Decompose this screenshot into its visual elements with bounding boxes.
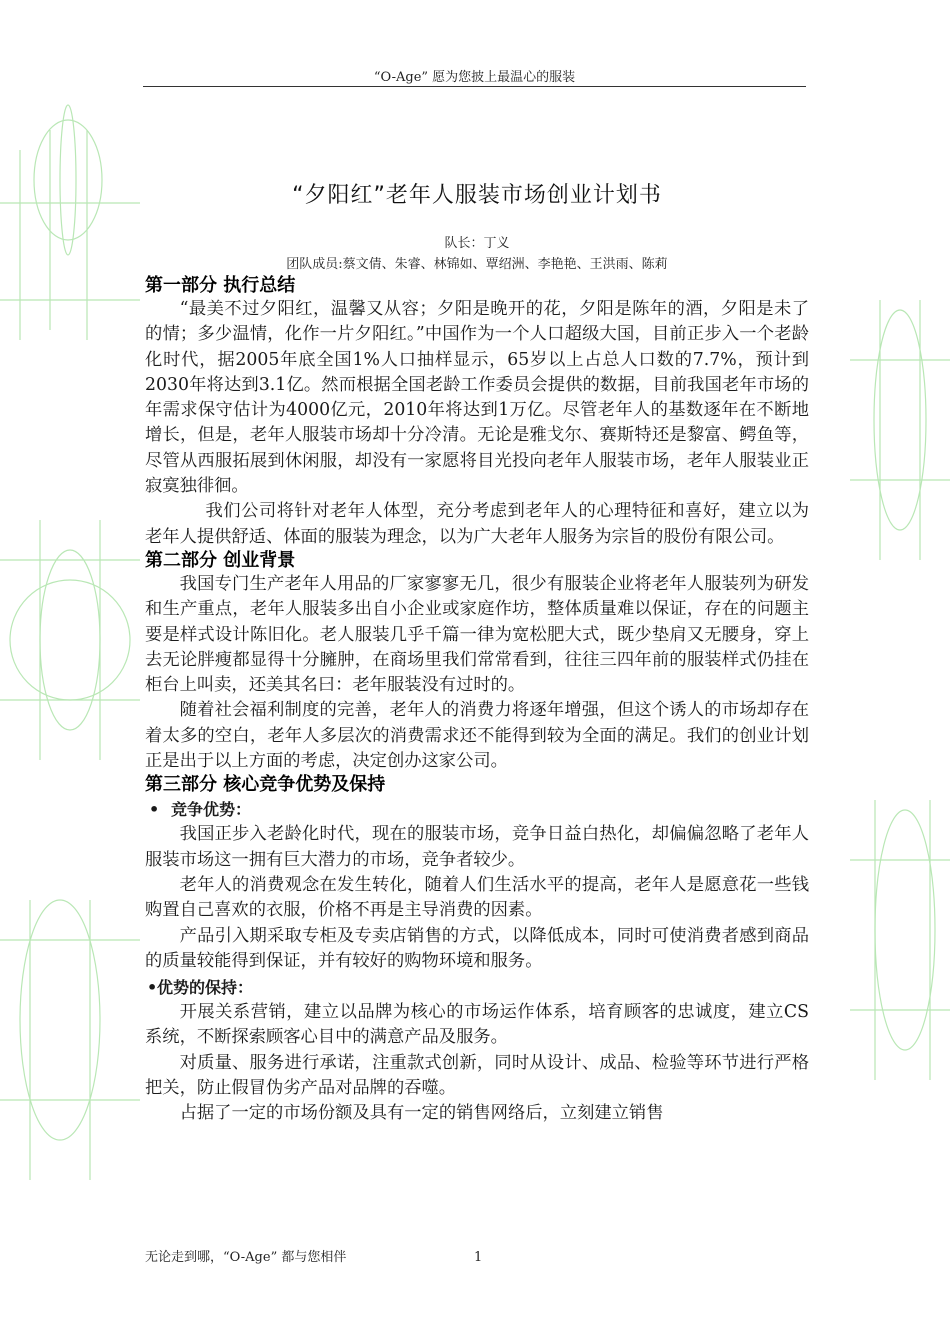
subheading-label: 优势的保持： [157,978,254,998]
page-header: “O-Age” 愿为您披上最温心的服装 [373,70,576,85]
document-title: “夕阳红”老年人服装市场创业计划书 [292,183,662,208]
section-3-paragraph-5: 对质量、服务进行承诺，注重款式创新，同时从设计、成品、检验等环节进行严格把关，防止假冒伪劣产品对品牌的吞噬。 [145,1052,809,1099]
subheading-maintain-advantage [147,976,809,1000]
subheading-label: 竞争优势： [171,800,252,820]
bullet-icon: • [147,978,158,998]
section-3-heading: 第三部分 核心竞争优势及保持 [145,774,386,796]
section-1-paragraph-1: “最美不过夕阳红，温馨又从容；夕阳是晚开的花，夕阳是陈年的酒，夕阳是未了的情；多少温情，化作一片夕阳红。”中国作为一个人口超级大国，目前正步入一个老龄化时代，据2005年底全国1%人口抽样显示，65岁以上占总人口数的7.7%，预计到2030年将达到3.1亿。然而根据全国老龄工作委员会提供的数据，目前我国老年市场的年需求保守估计为4000亿元，2010年将达到1万亿。尽管老年人的基数逐年在不断地增长，但是，老年人服装市场却十分冷清。无论是雅戈尔、赛斯特还是黎富、鳄鱼等，尽管从西服拓展到休闲服，却没有一家愿将目光投向老年人服装市场，老年人服装业正寂寞独徘徊。 [145,299,809,497]
section-1-heading: 第一部分 执行总结 [145,275,296,296]
section-2-paragraph-1: 我国专门生产老年人用品的厂家寥寥无几，很少有服装企业将老年人服装列为研发和生产重点，老年人服装多出自小企业或家庭作坊，整体质量难以保证，存在的问题主要是样式设计陈旧化。老人服装几乎千篇一律为宽松肥大式，既少垫肩又无腰身，穿上去无论胖瘦都显得十分臃肿，在商场里我们常常看到，往往三四年前的服装样式仍挂在柜台上叫卖，还美其名曰：老年服装没有过时的。 [145,573,809,696]
section-2-heading: 第二部分 创业背景 [145,549,296,571]
section-3-paragraph-3: 产品引入期采取专柜及专卖店销售的方式，以降低成本，同时可使消费者感到商品的质量较能得到保证，并有较好的购物环境和服务。 [145,925,809,971]
section-3-paragraph-2: 老年人的消费观念在发生转化，随着人们生活水平的提高，老年人是愿意花一些钱购置自己喜欢的衣服，价格不再是主导消费的因素。 [145,874,809,921]
bullet-icon: • [149,800,160,820]
team-leader: 队长：丁义 [444,236,510,251]
team-members: 团队成员:蔡文倩、朱睿、林锦如、覃绍洲、李艳艳、王洪雨、陈莉 [286,257,668,272]
section-3-paragraph-6: 占据了一定的市场份额及具有一定的销售网络后，立刻建立销售 [179,1103,664,1124]
section-1-paragraph-2: 我们公司将针对老年人体型，充分考虑到老年人的心理特征和喜好，建立以为老年人提供舒适、体面的服装为理念，以为广大老年人服务为宗旨的股份有限公司。 [145,501,809,547]
subheading-competitive-advantage [149,798,809,822]
page-number: 1 [474,1250,483,1265]
document-body [145,178,809,1127]
section-2-paragraph-2: 随着社会福利制度的完善，老年人的消费力将逐年增强，但这个诱人的市场却存在着太多的空白，老年人多层次的消费需求还不能得到较为全面的满足。我们的创业计划正是出于以上方面的考虑，决定创办这家公司。 [145,700,809,772]
section-3-paragraph-1: 我国正步入老龄化时代，现在的服装市场，竞争日益白热化，却偏偏忽略了老年人服装市场这一拥有巨大潜力的市场，竞争者较少。 [145,824,809,870]
page-footer: 无论走到哪，“O-Age” 都与您相伴 [145,1250,347,1265]
header-rule [143,86,806,87]
section-3-paragraph-4: 开展关系营销，建立以品牌为核心的市场运作体系，培育顾客的忠诚度，建立CS系统，不断探索顾客心目中的满意产品及服务。 [145,1002,809,1048]
